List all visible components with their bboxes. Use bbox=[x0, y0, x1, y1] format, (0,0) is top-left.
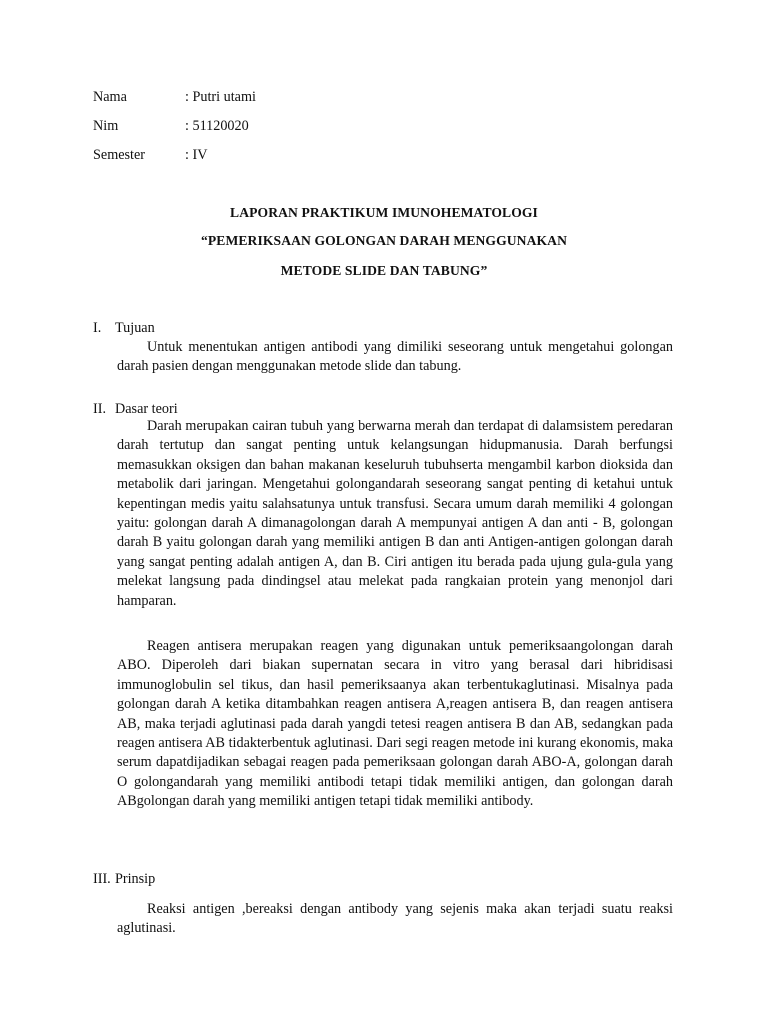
report-title: LAPORAN PRAKTIKUM IMUNOHEMATOLOGI bbox=[230, 205, 538, 220]
semester-value: : IV bbox=[185, 147, 208, 163]
dasar-teori-paragraph-1: Darah merupakan cairan tubuh yang berwarna merah dan terdapat di dalamsistem peredaran darah tertutup dan sangat penting untuk kelangsungan hidupmanusia. Darah berfungsi memasukkan oksigen dan bahan makanan keseluruh tubuhserta mengambil karbon dioksida dan metabolik dari jaringan. Mengetahui golongandarah seseorang sangat penting di ketahui untuk kepentingan medis yaitu salahsatunya untuk transfusi. Secara umum darah memiliki 4 golongan yaitu: golongan darah A dimanagolongan darah A mempunyai antigen A dan anti - B, golongan darah B yaitu golongan darah yang memiliki antigen B dan anti Antigen-antigen golongan darah yang sangat penting adalah antigen A, dan B. Ciri antigen itu berada pada ujung gula-gula yang melekat langsung pada dindingsel atau melekat pada rangkaian protein yang menonjol dari hamparan. bbox=[117, 418, 673, 609]
report-subtitle-line2: METODE SLIDE DAN TABUNG” bbox=[280, 263, 488, 278]
tujuan-paragraph: Untuk menentukan antigen antibodi yang dimiliki seseorang untuk mengetahui golongan darah pasien dengan menggunakan metode slide dan tabung. bbox=[117, 339, 673, 375]
nim-label: Nim bbox=[93, 118, 119, 134]
semester-row bbox=[93, 145, 207, 165]
semester-label: Semester bbox=[93, 147, 146, 163]
name-label: Nama bbox=[93, 89, 127, 105]
dasar-teori-paragraph-2: Reagen antisera merupakan reagen yang digunakan untuk pemeriksaangolongan darah ABO. Diperoleh dari biakan supernatan secara in vitro yang berasal dari hibridisasi immunoglobulin sel tikus, dan hasil pemeriksaanya akan terbentukaglutinasi. Misalnya pada golongan darah A ketika ditambahkan reagen antisera A,reagen antisera B, dan reagen antisera AB, maka terjadi aglutinasi pada darah yangdi tetesi reagen antisera B dan AB, sedangkan pada reagen antisera AB tidakterbentuk aglutinasi. Dari segi reagen metode ini kurang ekonomis, maka serum dapatdijadikan sebagai reagen pada pemeriksaan golongan darah ABO-A, golongan darah O golongandarah yang memiliki antibodi tetapi tidak memiliki antigen, dan golongan darah ABgolongan darah yang memiliki antigen tetapi tidak memiliki antibody. bbox=[117, 638, 673, 810]
section-title: Tujuan bbox=[115, 320, 155, 336]
report-subtitle-line1: “PEMERIKSAAN GOLONGAN DARAH MENGGUNAKAN bbox=[200, 233, 568, 248]
name-row bbox=[93, 87, 256, 107]
nim-value: : 51120020 bbox=[185, 118, 249, 134]
nim-row bbox=[93, 116, 249, 136]
section-number: I. bbox=[93, 320, 102, 336]
section-title: Prinsip bbox=[115, 871, 156, 887]
section-prinsip-heading bbox=[93, 869, 155, 889]
section-tujuan-heading bbox=[93, 318, 155, 338]
prinsip-paragraph: Reaksi antigen ,bereaksi dengan antibody yang sejenis maka akan terjadi suatu reaksi aglutinasi. bbox=[117, 901, 673, 937]
section-title: Dasar teori bbox=[115, 401, 178, 417]
section-number: III. bbox=[93, 871, 111, 887]
section-dasar-teori-heading bbox=[93, 399, 178, 419]
name-value: : Putri utami bbox=[185, 89, 256, 105]
section-number: II. bbox=[93, 401, 106, 417]
